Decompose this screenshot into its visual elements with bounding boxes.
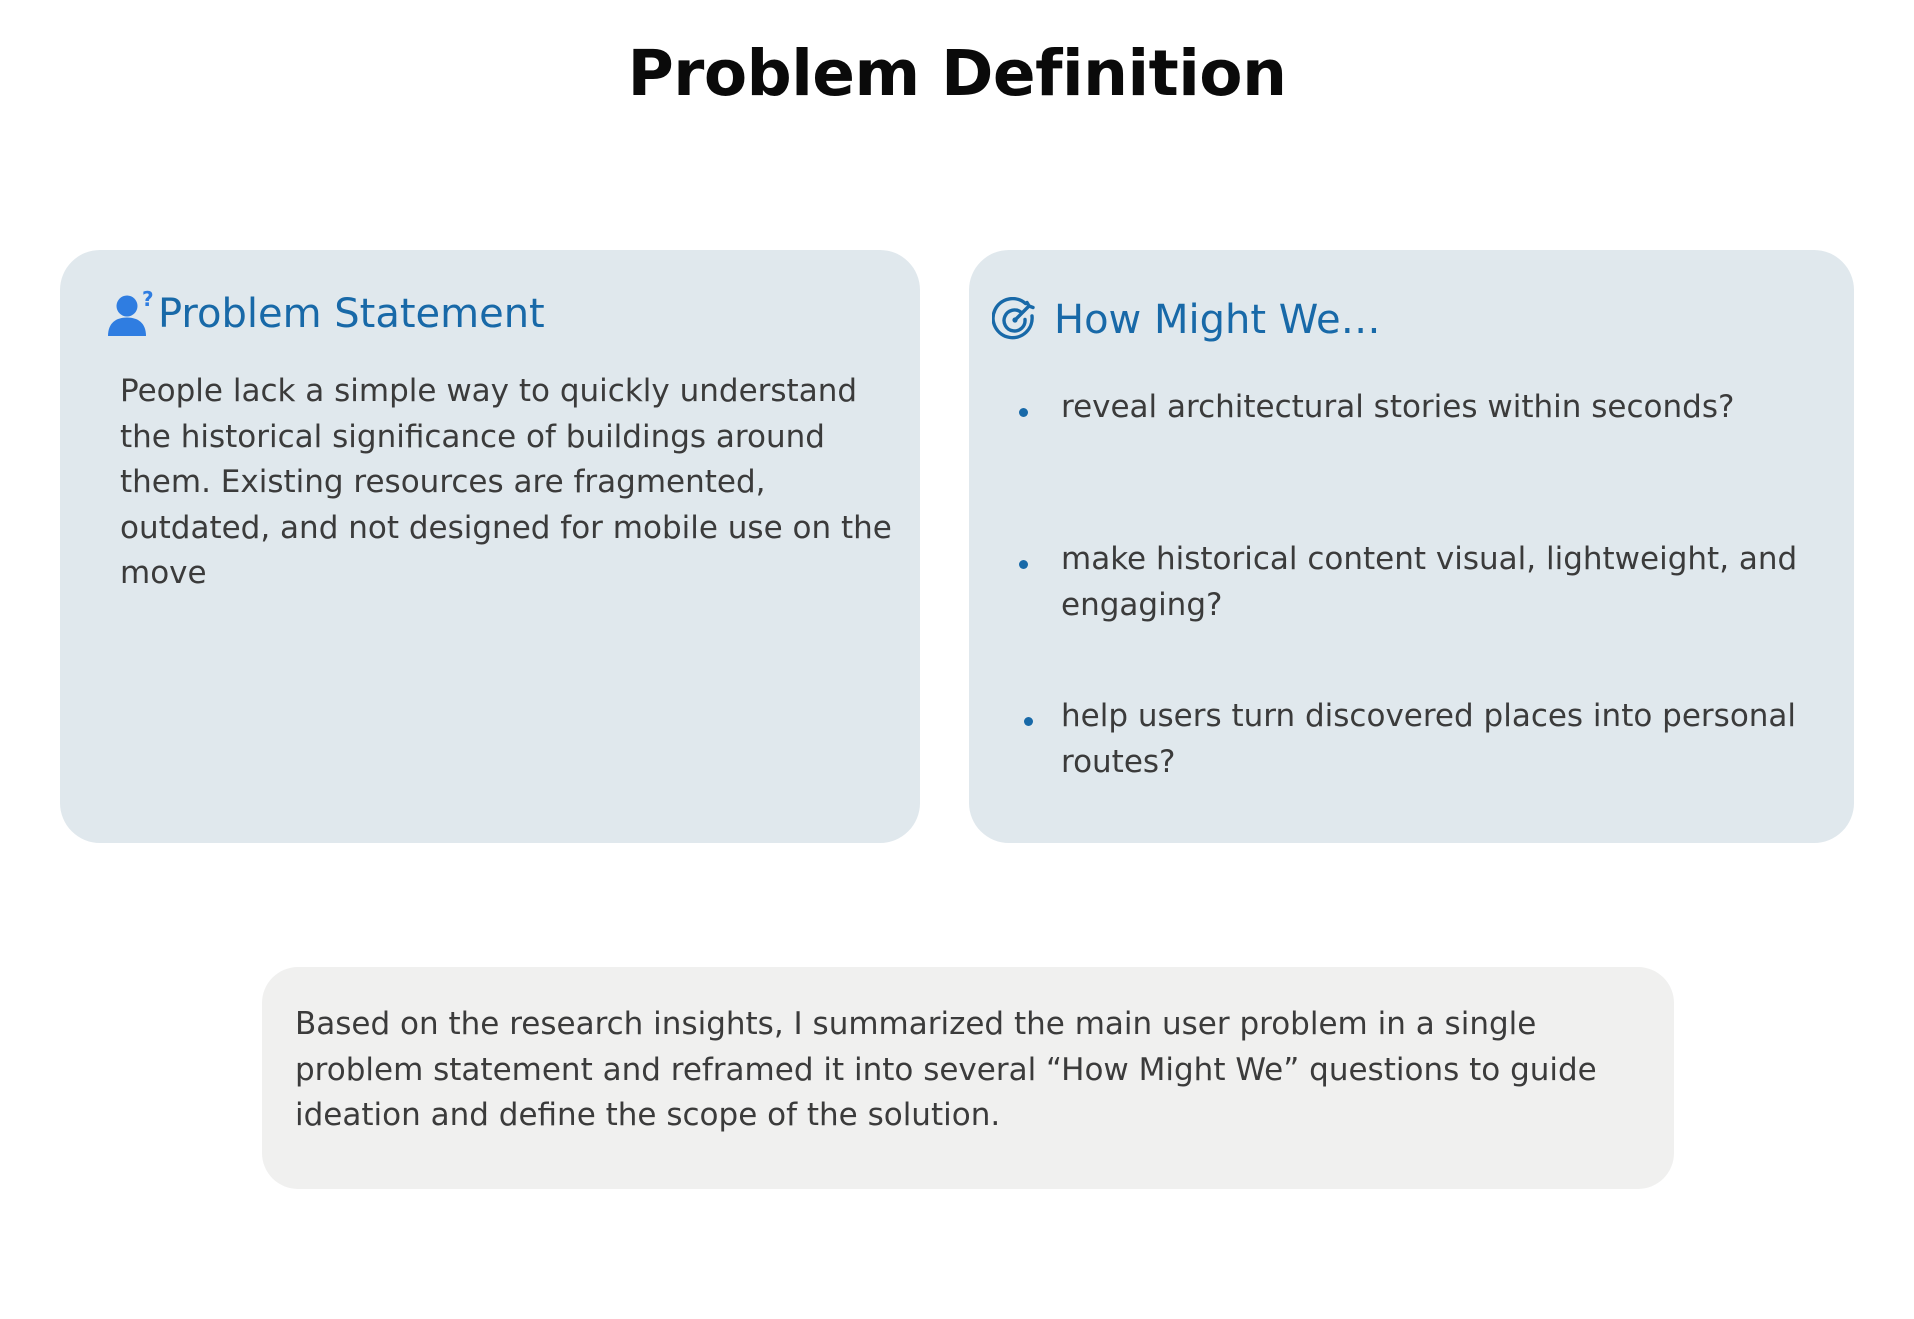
svg-text:?: ? <box>142 289 154 311</box>
list-item <box>1061 694 1821 785</box>
problem-statement-heading <box>106 288 545 340</box>
how-might-we-heading <box>992 294 1381 346</box>
summary-box <box>262 967 1674 1189</box>
bullet-icon <box>1019 408 1028 417</box>
problem-statement-title: Problem Statement <box>158 291 545 337</box>
list-item-text: help users turn discovered places into personal routes? <box>1061 698 1797 780</box>
list-item-text: make historical content visual, lightweight, and engaging? <box>1061 541 1798 623</box>
bullet-icon <box>1024 717 1033 726</box>
person-question-icon <box>106 289 156 339</box>
list-item-text: reveal architectural stories within seconds? <box>1061 389 1735 425</box>
summary-text: Based on the research insights, I summarized the main user problem in a single problem statement and reframed it into several “How Might We” questions to guide ideation and define the scope of the solution. <box>295 1006 1597 1133</box>
target-icon <box>992 297 1038 343</box>
list-item <box>1061 385 1821 431</box>
how-might-we-title: How Might We… <box>1054 297 1381 343</box>
page-title: Problem Definition <box>627 37 1287 110</box>
how-might-we-card <box>969 250 1854 843</box>
problem-statement-card <box>60 250 920 843</box>
bullet-icon <box>1019 560 1028 569</box>
list-item <box>1061 537 1821 628</box>
problem-statement-text: People lack a simple way to quickly understand the historical significance of buildings around them. Existing resources are fragmented, outdated, and not designed for mobile use on the move <box>120 373 892 591</box>
